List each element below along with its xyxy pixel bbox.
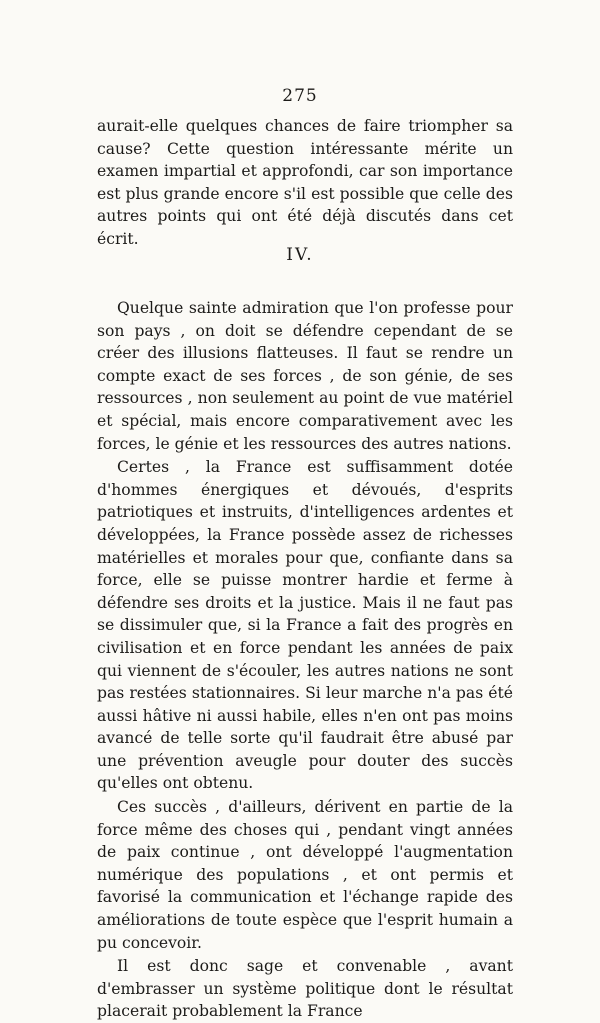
page-number: 275 — [282, 86, 318, 106]
paragraph: Il est donc sage et convenable , avant d'embrasser un système politique dont le résultat placerait probablement la France — [97, 957, 513, 1021]
continuation-paragraph: aurait-elle quelques chances de faire triompher sa cause? Cette question intéressante mérite un examen impartial et approfondi, car son importance est plus grande encore s'il est possible que celle des autres points qui ont été déjà discutés dans cet écrit. — [97, 117, 513, 248]
paragraph: Certes , la France est suffisamment dotée d'hommes énergiques et dévoués, d'esprits patriotiques et instruits, d'intelligences ardentes et développées, la France possède assez de richesses matérielles et morales pour que, confiante dans sa force, elle se puisse montrer hardie et ferme à défendre ses droits et la justice. Mais il ne faut pas se dissimuler que, si la France a fait des progrès en civilisation et en force pendant les années de paix qui viennent de s'écouler, les autres nations ne sont pas restées stationnaires. Si leur marche n'a pas été aussi hâtive ni aussi habile, elles n'en ont pas moins avancé de telle sorte qu'il faudrait être abusé par une prévention aveugle pour douter des succès qu'elles ont obtenu. — [97, 458, 513, 793]
section-heading: IV. — [286, 245, 314, 265]
paragraph: Ces succès , d'ailleurs, dérivent en partie de la force même des choses qui , pendant vingt années de paix continue , ont développé l'augmentation numérique des populations , et ont permis et favorisé la communication et l'échange rapide des améliorations de toute espèce que l'esprit humain a pu concevoir. — [97, 798, 513, 952]
continuation-block — [97, 115, 513, 251]
body-text — [97, 297, 513, 1023]
paragraph: Quelque sainte admiration que l'on professe pour son pays , on doit se défendre cependant de se créer des illusions flatteuses. Il faut se rendre un compte exact de ses forces , de son génie, de ses ressources , non seulement au point de vue matériel et spécial, mais encore comparativement avec les forces, le génie et les ressources des autres nations. — [97, 299, 513, 453]
